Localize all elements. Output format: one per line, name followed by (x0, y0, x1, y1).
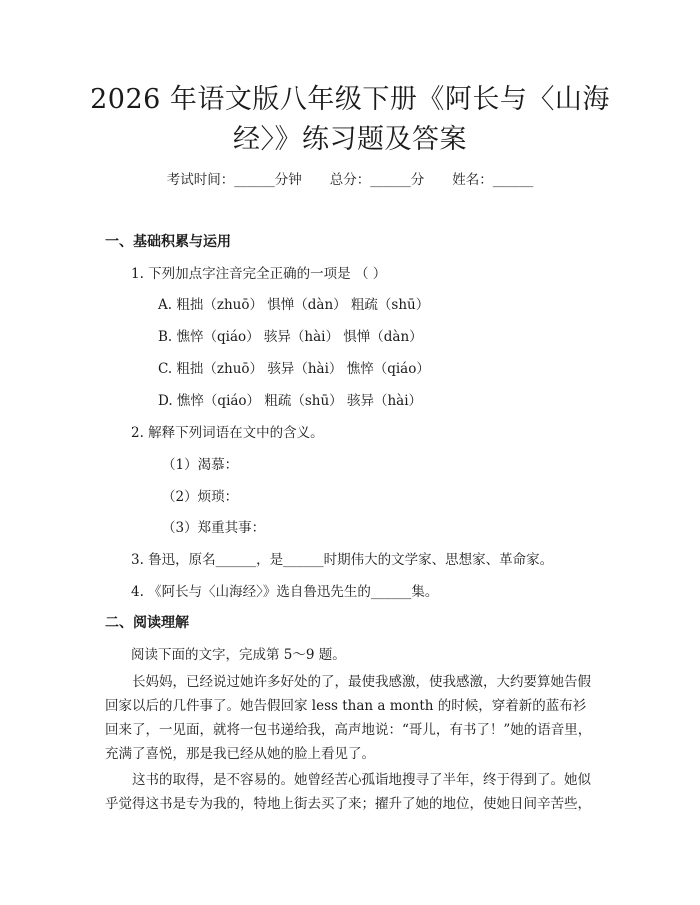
question-1-stem: 1. 下列加点字注音完全正确的一项是 （ ） (131, 266, 387, 282)
question-1-option-c: C. 粗拙（zhuō） 骇异（hài） 憔悴（qiáo） (158, 361, 430, 377)
question-2-item-1: （1）渴慕： (162, 457, 239, 473)
reading-intro: 阅读下面的文字，完成第 5～9 题。 (131, 647, 346, 663)
exam-meta (0, 168, 700, 188)
section-2-heading: 二、阅读理解 (105, 615, 189, 631)
question-1-option-d: D. 憔悴（qiáo） 粗疏（shū） 骇异（hài） (158, 393, 423, 409)
question-4: 4. 《阿长与〈山海经〉》选自鲁迅先生的______集。 (131, 584, 439, 600)
exam-time: 考试时间：______分钟 (166, 172, 302, 188)
reading-paragraph-2: 这书的取得，是不容易的。她曾经苦心孤诣地搜寻了半年，终于得到了。她似乎觉得这书是专为我的，特地上街去买了来；擢升了她的地位，使她日间辛苦些， (105, 772, 591, 812)
reading-paragraph-1: 长妈妈，已经说过她许多好处的了，最使我感激，使我感激，大约要算她告假回家以后的几件事了。她告假回家 less than a month 的时候，穿着新的蓝布衫回来了，一见面，就将一包书递给我，高声地说：“哥儿，有书了！”她的语音里，充满了喜悦，那是我已经从她的脸上看见了。 (105, 674, 592, 762)
question-2-item-2: （2）烦琐： (162, 489, 239, 505)
question-1-option-a: A. 粗拙（zhuō） 惧惮（dàn） 粗疏（shū） (158, 297, 430, 313)
question-3: 3. 鲁迅，原名______，是______时期伟大的文学家、思想家、革命家。 (131, 552, 554, 568)
page-title-line-1: 2026 年语文版八年级下册《阿长与〈山海 (90, 84, 610, 115)
page-title-line-2: 经〉》练习题及答案 (233, 124, 467, 155)
question-2-item-3: （3）郑重其事： (162, 520, 266, 536)
exam-name: 姓名：______ (452, 172, 534, 188)
section-1-heading: 一、基础积累与运用 (105, 234, 231, 250)
exam-score: 总分：______分 (329, 172, 425, 188)
question-2-stem: 2. 解释下列词语在文中的含义。 (131, 425, 324, 441)
question-1-option-b: B. 憔悴（qiáo） 骇异（hài） 惧惮（dàn） (158, 329, 423, 345)
